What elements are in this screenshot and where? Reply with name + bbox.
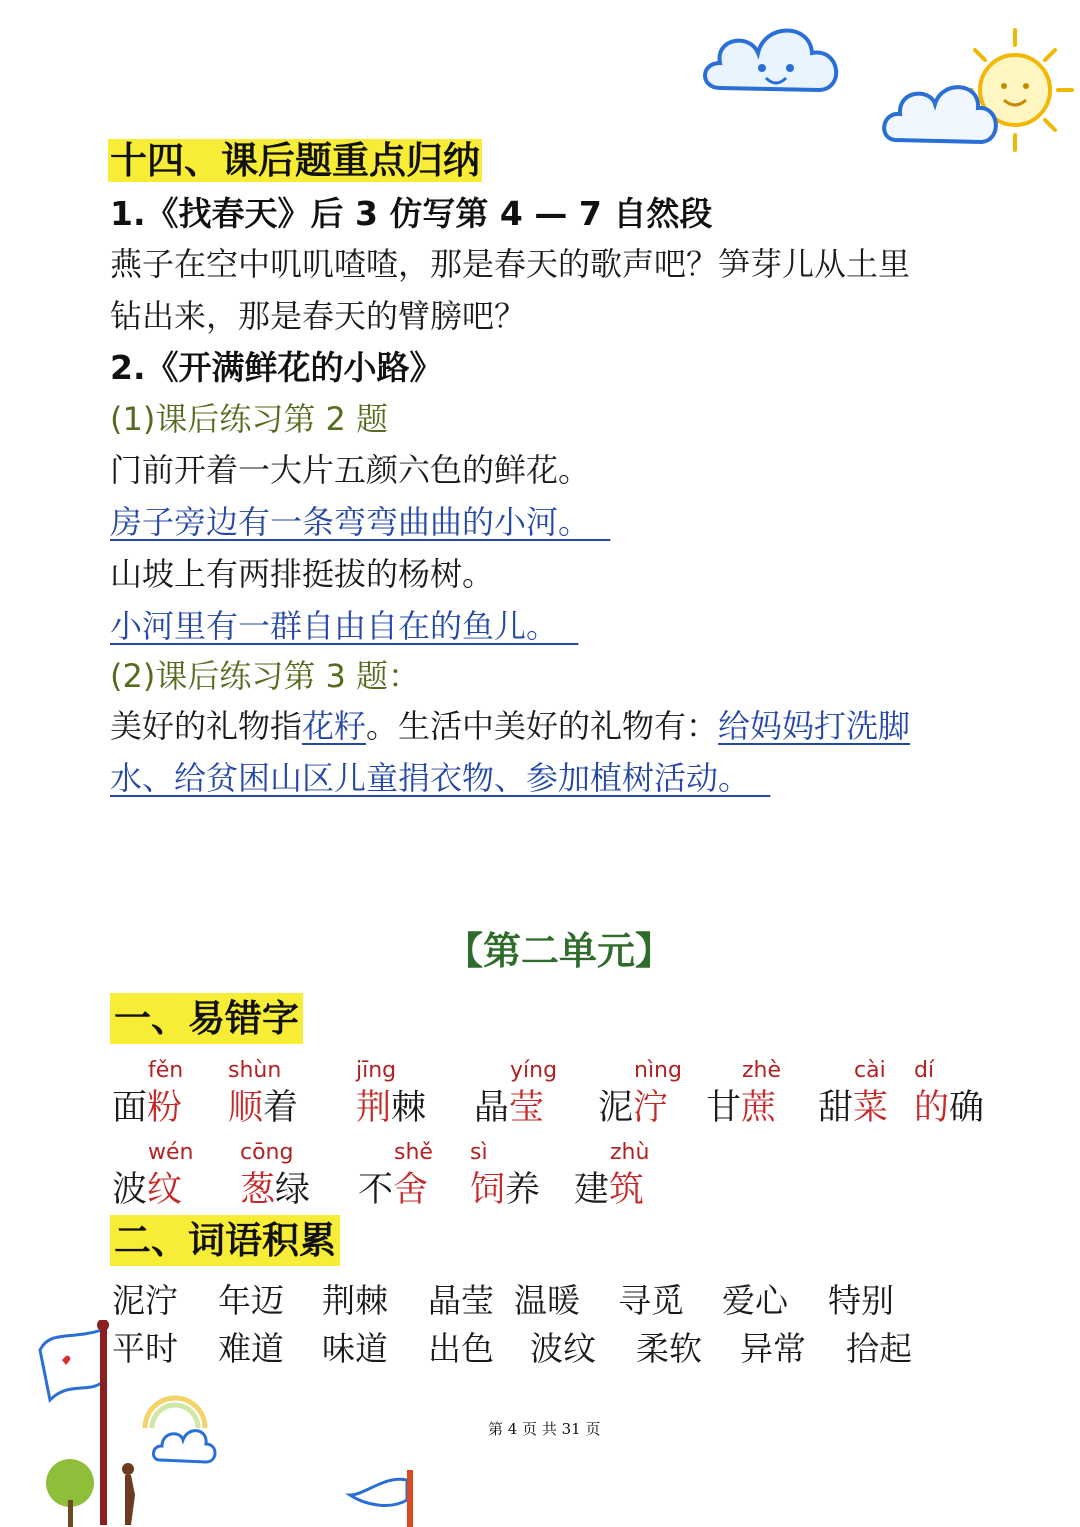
typo-word	[356, 1058, 427, 1128]
vocab-word: 爱心	[722, 1281, 788, 1320]
pinyin-label: nìng	[634, 1058, 682, 1083]
cloud-icon	[880, 70, 1005, 155]
typo-word-text	[914, 1088, 984, 1128]
typo-context-char: 甘	[706, 1088, 742, 1128]
typo-context-char: 绿	[275, 1170, 311, 1210]
exercise-2-line-1: 美好的礼物指花籽。生活中美好的礼物有：给妈妈打洗脚	[110, 707, 911, 745]
typo-word	[112, 1140, 194, 1210]
typo-word	[474, 1058, 558, 1128]
typo-word-text	[818, 1088, 888, 1128]
exercise-2-line-2: 水、给贫困山区儿童捐衣物、参加植树活动。	[110, 759, 751, 797]
question-1-line-1: 燕子在空中叽叽喳喳，那是春天的歌声吧？笋芽儿从土里	[110, 245, 911, 283]
typo-key-char: 莹	[509, 1088, 545, 1128]
typo-word	[574, 1140, 650, 1210]
pinyin-label: cài	[854, 1058, 886, 1083]
pinyin-label: dí	[914, 1058, 935, 1083]
typo-word	[706, 1058, 782, 1128]
vocab-word: 温暖	[514, 1281, 580, 1320]
typo-context-char: 不	[358, 1170, 394, 1210]
typo-context-char: 着	[263, 1088, 299, 1128]
typo-word	[358, 1140, 433, 1210]
pinyin-label: shùn	[228, 1058, 282, 1083]
subsection-title-vocab: 二、词语积累	[110, 1218, 340, 1264]
typo-key-char: 筑	[609, 1170, 645, 1210]
vocab-word: 出色	[428, 1329, 494, 1368]
question-1-title: 1.《找春天》后 3 仿写第 4 — 7 自然段	[110, 194, 713, 233]
vocab-word: 难道	[218, 1329, 284, 1368]
typo-key-char: 舍	[393, 1170, 429, 1210]
typo-word-text	[112, 1170, 182, 1210]
exercise-2-label: (2)课后练习第 3 题：	[110, 657, 421, 695]
typo-word	[228, 1058, 299, 1128]
typo-context-char: 面	[112, 1088, 148, 1128]
typo-word	[598, 1058, 682, 1128]
exercise-1-answer-2: 小河里有一群自由自在的鱼儿。	[110, 607, 559, 645]
vocab-word: 泥泞	[112, 1281, 178, 1320]
pinyin-label: zhù	[610, 1140, 650, 1165]
typo-key-char: 泞	[633, 1088, 669, 1128]
typo-context-char: 棘	[391, 1088, 427, 1128]
typo-word	[914, 1058, 985, 1128]
typo-word	[240, 1140, 311, 1210]
pinyin-label: wén	[148, 1140, 194, 1165]
page-footer: 第 4 页 共 31 页	[488, 1420, 601, 1438]
pinyin-label: shě	[394, 1140, 433, 1165]
typo-key-char: 顺	[228, 1088, 264, 1128]
pinyin-label: cōng	[240, 1140, 294, 1165]
vocab-word: 波纹	[530, 1329, 596, 1368]
typo-context-char: 泥	[598, 1088, 634, 1128]
pinyin-label: zhè	[742, 1058, 782, 1083]
typo-context-char: 晶	[474, 1088, 510, 1128]
vocab-word: 晶莹	[428, 1281, 494, 1320]
vocab-word: 特别	[828, 1281, 894, 1320]
cloud-icon	[150, 1420, 220, 1470]
typo-key-char: 粉	[147, 1088, 183, 1128]
exercise-1-answer-1: 房子旁边有一条弯弯曲曲的小河。	[110, 503, 591, 541]
subsection-title-typos: 一、易错字	[110, 996, 303, 1042]
typo-word-text	[112, 1088, 182, 1128]
pinyin-label: yíng	[510, 1058, 558, 1083]
exercise-1-line-3: 山坡上有两排挺拔的杨树。	[110, 555, 495, 593]
pinyin-label: jīng	[356, 1058, 397, 1083]
question-2-title: 2.《开满鲜花的小路》	[110, 348, 443, 387]
pinyin-label: fěn	[148, 1058, 184, 1083]
typo-word	[112, 1058, 184, 1128]
vocab-word: 拾起	[846, 1329, 912, 1368]
typo-word-text	[706, 1088, 776, 1128]
vocab-word: 年迈	[218, 1281, 284, 1320]
vocab-word: 寻觅	[618, 1281, 684, 1320]
typo-word-text	[574, 1170, 644, 1210]
cloud-icon	[700, 18, 850, 108]
vocab-word: 味道	[322, 1329, 388, 1368]
typo-context-char: 确	[949, 1088, 985, 1128]
vocab-word: 荆棘	[322, 1281, 388, 1320]
typo-word-text	[598, 1088, 668, 1128]
typo-word-text	[228, 1088, 298, 1128]
typo-key-char: 葱	[240, 1170, 276, 1210]
typo-key-char: 纹	[147, 1170, 183, 1210]
typo-key-char: 荆	[356, 1088, 392, 1128]
typo-word-text	[470, 1170, 540, 1210]
typo-context-char: 甜	[818, 1088, 854, 1128]
typo-word-text	[240, 1170, 310, 1210]
exercise-1-line-1: 门前开着一大片五颜六色的鲜花。	[110, 451, 591, 489]
typo-key-char: 的	[914, 1088, 950, 1128]
tree-icon	[40, 1455, 150, 1527]
typo-word-text	[358, 1170, 428, 1210]
unit-title: 【第二单元】	[445, 929, 674, 973]
question-1-line-2: 钻出来，那是春天的臂膀吧？	[110, 297, 527, 335]
typo-context-char: 建	[574, 1170, 610, 1210]
vocab-word: 异常	[740, 1329, 806, 1368]
typo-word-text	[474, 1088, 544, 1128]
vocab-word: 柔软	[636, 1329, 702, 1368]
typo-word	[470, 1140, 541, 1210]
exercise-1-label: (1)课后练习第 2 题	[110, 400, 389, 438]
typo-context-char: 波	[112, 1170, 148, 1210]
typo-context-char: 养	[505, 1170, 541, 1210]
typo-word	[818, 1058, 889, 1128]
typo-key-char: 饲	[470, 1170, 506, 1210]
typo-word-text	[356, 1088, 426, 1128]
flag-icon	[345, 1465, 425, 1527]
typo-key-char: 蔗	[741, 1088, 777, 1128]
section-title: 十四、课后题重点归纳	[110, 139, 480, 182]
typo-key-char: 菜	[853, 1088, 889, 1128]
pinyin-label: sì	[470, 1140, 488, 1165]
vocab-word: 平时	[112, 1329, 178, 1368]
